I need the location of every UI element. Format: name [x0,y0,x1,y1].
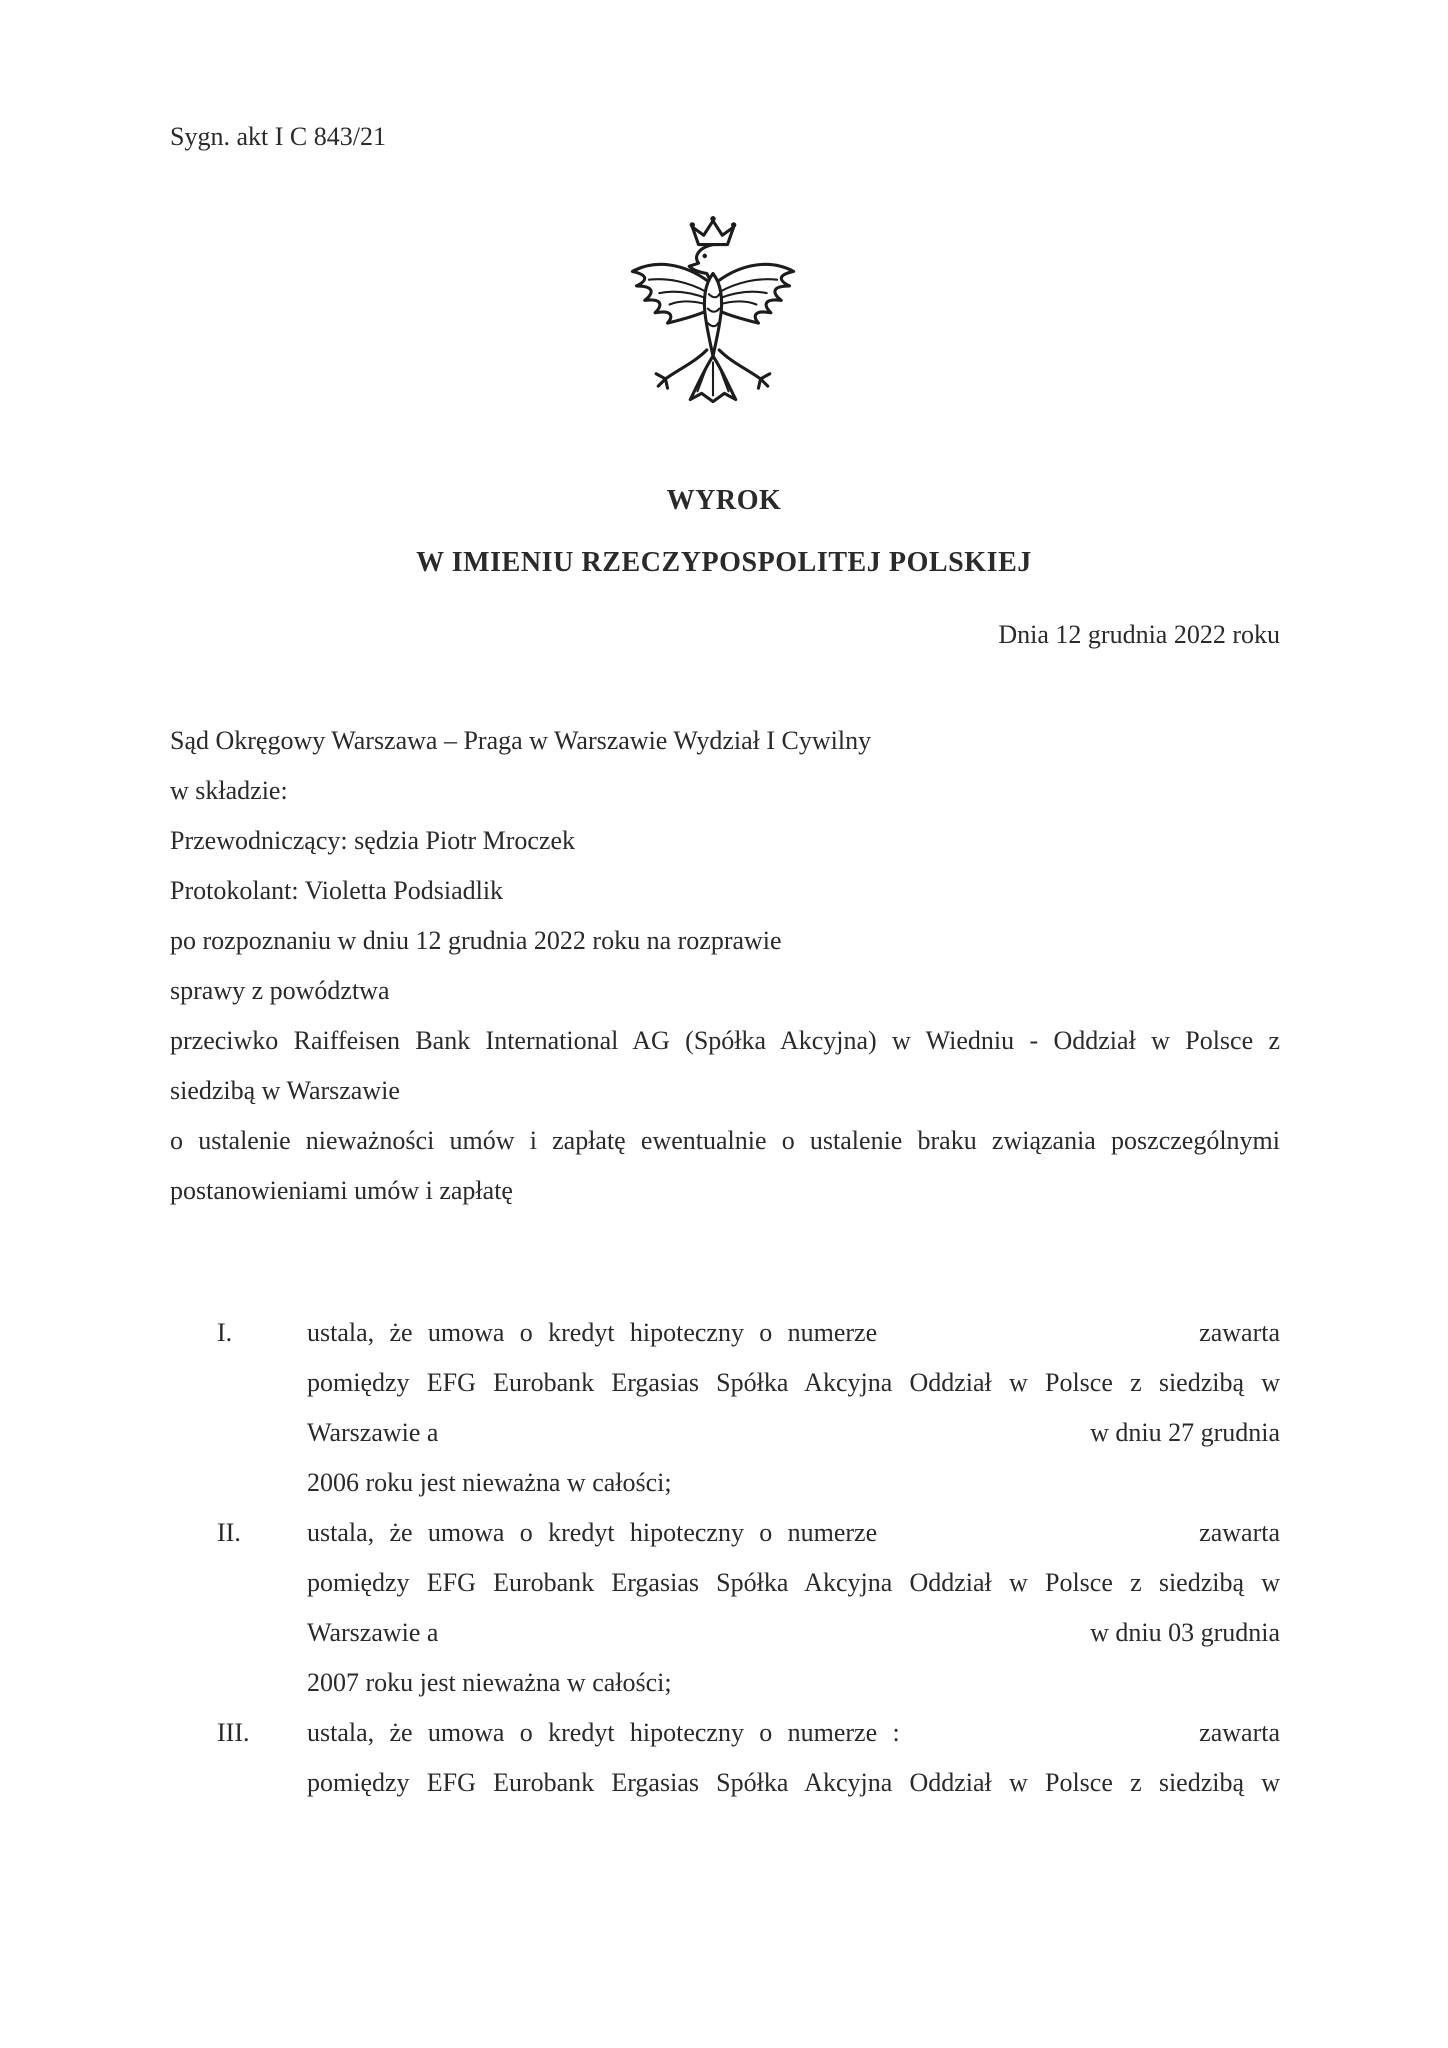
intro-line: Przewodniczący: sędzia Piotr Mroczek [170,826,576,855]
ruling-item-number: II. [217,1518,241,1547]
ruling-item [170,1508,1280,1708]
intro-block [170,716,1280,1216]
ruling-list [170,1308,1280,1808]
ruling-line: pomiędzy EFG Eurobank Ergasias Spółka Akcyjna Oddział w Polsce z siedzibą w [307,1768,1280,1797]
judgment-date: Dnia 12 grudnia 2022 roku [998,620,1280,649]
ruling-item [170,1308,1280,1508]
ruling-line: pomiędzy EFG Eurobank Ergasias Spółka Akcyjna Oddział w Polsce z siedzibą w [307,1568,1280,1597]
line-left-text: Warszawie a [307,1618,439,1647]
case-number: Sygn. akt I C 843/21 [170,122,386,151]
intro-line: o ustalenie nieważności umów i zapłatę ewentualnie o ustalenie braku związania poszczególnymi [170,1126,1280,1155]
line-left-text: ustala, że umowa o kredyt hipoteczny o numerze : [307,1718,900,1747]
ruling-item [170,1708,1280,1808]
ruling-line: 2007 roku jest nieważna w całości; [307,1668,672,1697]
line-right-text: zawarta [1199,1518,1280,1547]
line-left-text: ustala, że umowa o kredyt hipoteczny o numerze [307,1518,878,1547]
ruling-line [307,1308,1280,1358]
ruling-line: pomiędzy EFG Eurobank Ergasias Spółka Akcyjna Oddział w Polsce z siedzibą w [307,1368,1280,1397]
ruling-item-body [307,1708,1280,1808]
line-right-text: w dniu 03 grudnia [1090,1618,1280,1647]
line-left-text: ustala, że umowa o kredyt hipoteczny o numerze [307,1318,878,1347]
intro-line: siedzibą w Warszawie [170,1076,400,1105]
ruling-line: 2006 roku jest nieważna w całości; [307,1468,672,1497]
intro-line: przeciwko Raiffeisen Bank International AG (Spółka Akcyjna) w Wiedniu - Oddział w Polsce z [170,1026,1280,1055]
title-block [0,470,1448,594]
intro-line: sprawy z powództwa [170,976,390,1005]
line-right-text: zawarta [1199,1718,1280,1747]
intro-line: Protokolant: Violetta Podsiadlik [170,876,504,905]
ruling-line [307,1708,1280,1758]
intro-line: postanowieniami umów i zapłatę [170,1176,513,1205]
ruling-line [307,1508,1280,1558]
line-right-text: w dniu 27 grudnia [1090,1418,1280,1447]
judgment-title: WYROK [666,485,782,516]
intro-line: w składzie: [170,776,288,805]
line-right-text: zawarta [1199,1318,1280,1347]
polish-eagle-emblem [620,210,806,430]
ruling-line [307,1408,1280,1458]
ruling-item-number: I. [217,1318,233,1347]
judgment-subtitle: W IMIENIU RZECZYPOSPOLITEJ POLSKIEJ [416,547,1032,578]
intro-line: Sąd Okręgowy Warszawa – Praga w Warszawie Wydział I Cywilny [170,726,872,755]
ruling-item-body [307,1508,1280,1708]
line-left-text: Warszawie a [307,1418,439,1447]
intro-line: po rozpoznaniu w dniu 12 grudnia 2022 roku na rozprawie [170,926,782,955]
ruling-line [307,1608,1280,1658]
ruling-item-body [307,1308,1280,1508]
ruling-item-number: III. [217,1718,250,1747]
